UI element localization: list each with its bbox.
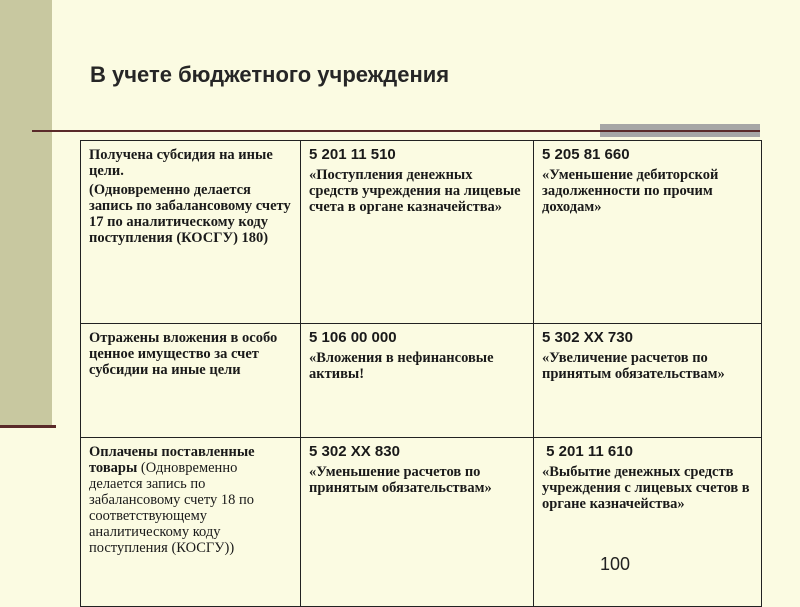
accounting-entries-table [80, 140, 762, 607]
operation-note: (Одновременно делается запись по забалансовому счету 18 по соответствующему аналитическому коду поступления (КОСГУ)) [89, 460, 255, 556]
page-number: 100 [600, 554, 631, 574]
table-row [81, 324, 762, 438]
operation-cell [81, 438, 301, 607]
credit-cell [534, 324, 762, 438]
operation-cell [81, 141, 301, 324]
debit-account-code: 5 302 ХХ 830 [309, 443, 400, 460]
credit-account-desc: «Выбытие денежных средств учреждения с лицевых счетов в органе казначейства» [542, 464, 750, 512]
debit-cell [301, 438, 534, 607]
slide-title: В учете бюджетного учреждения [90, 62, 450, 87]
left-decorative-bar [0, 0, 52, 425]
debit-account-code: 5 106 00 000 [309, 329, 397, 346]
credit-account-code: 5 205 81 660 [542, 146, 630, 163]
debit-account-desc: «Поступления денежных средств учреждения на лицевые счета в органе казначейства» [309, 167, 521, 215]
debit-cell [301, 324, 534, 438]
table-row [81, 438, 762, 607]
credit-account-desc: «Увеличение расчетов по принятым обязательствам» [542, 350, 725, 382]
credit-account-code: 5 201 11 610 [542, 443, 633, 460]
credit-account-code: 5 302 ХХ 730 [542, 329, 633, 346]
credit-account-desc: «Уменьшение дебиторской задолженности по прочим доходам» [542, 167, 719, 215]
credit-cell [534, 141, 762, 324]
debit-cell [301, 141, 534, 324]
title-divider [32, 130, 760, 132]
operation-text: Отражены вложения в особо ценное имущество за счет субсидии на иные цели [89, 330, 278, 378]
operation-note: (Одновременно делается запись по забалансовому счету 17 по аналитическому коду поступления (КОСГУ) 180) [89, 182, 291, 246]
left-bar-underline [0, 425, 56, 428]
operation-cell [81, 324, 301, 438]
operation-text: Получена субсидия на иные цели. [89, 147, 273, 179]
credit-cell [534, 438, 762, 607]
operation-text: Оплачены поставленные товары [89, 444, 255, 476]
table-row [81, 141, 762, 324]
debit-account-desc: «Уменьшение расчетов по принятым обязательствам» [309, 464, 492, 496]
debit-account-desc: «Вложения в нефинансовые активы! [309, 350, 494, 382]
debit-account-code: 5 201 11 510 [309, 146, 396, 163]
